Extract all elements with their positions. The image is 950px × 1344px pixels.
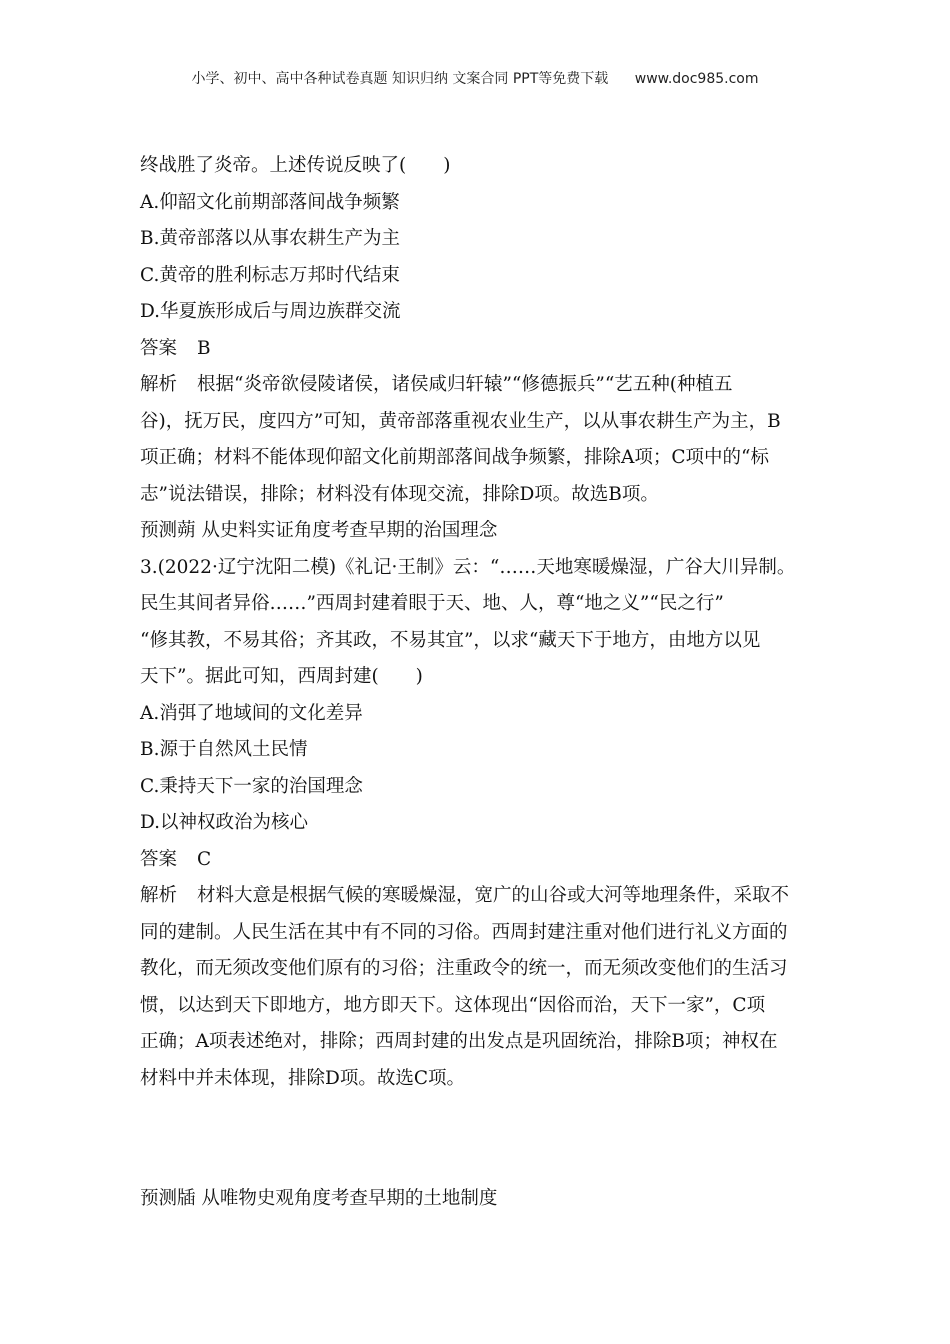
page-header — [0, 68, 950, 88]
q3-option-b: B.源于自然风土民情 — [140, 739, 308, 760]
answer-label: 答案 — [140, 848, 178, 870]
q2-option-a: A.仰韶文化前期部落间战争频繁 — [140, 191, 400, 213]
q3-analysis-line-4: 惯，以达到天下即地方，地方即天下。这体现出“因俗而治，天下一家”，C项 — [140, 994, 766, 1016]
q3-analysis-line-1 — [140, 878, 820, 915]
answer-label: 答案 — [140, 337, 178, 359]
q2-option-b: B.黄帝部落以从事农耕生产为主 — [140, 228, 400, 249]
header-site-link[interactable]: www.doc985.com — [634, 71, 759, 87]
answer-value: B — [197, 337, 211, 359]
answer-value: C — [197, 848, 212, 870]
spacer — [140, 1097, 820, 1133]
q3-analysis-line-5: 正确；A项表述绝对，排除；西周封建的出发点是巩固统治，排除B项；神权在 — [140, 1031, 778, 1052]
q3-stem-line-3: “修其教，不易其俗；齐其政，不易其宜”，以求“藏天下于地方，由地方以见 — [140, 629, 761, 651]
q2-analysis-line-2: 谷)，抚万民，度四方”可知，黄帝部落重视农业生产，以从事农耕生产为主，B — [140, 410, 781, 432]
header-text: 小学、初中、高中各种试卷真题 知识归纳 文案合同 PPT等免费下载 — [191, 71, 609, 87]
q3-option-d: D.以神权政治为核心 — [140, 812, 309, 833]
analysis-label: 解析 — [140, 374, 178, 395]
q2-analysis-line-1 — [140, 367, 820, 404]
q2-option-d: D.华夏族形成后与周边族群交流 — [140, 301, 401, 322]
q3-stem-line-2: 民生其间者异俗……”西周封建着眼于天、地、人，尊“地之义”“民之行” — [140, 593, 724, 614]
analysis-label: 解析 — [140, 885, 178, 906]
q3-stem-line-1: 3.(2022·辽宁沈阳二模)《礼记·王制》云：“……天地寒暖燥湿，广谷大川异制。 — [140, 556, 796, 578]
q2-stem-tail: 终战胜了炎帝。上述传说反映了( ) — [140, 155, 451, 176]
analysis-text: 材料大意是根据气候的寒暖燥湿，宽广的山谷或大河等地理条件，采取不 — [197, 885, 790, 906]
q2-analysis-line-4: 志”说法错误，排除；材料没有体现交流，排除D项。故选B项。 — [140, 483, 659, 505]
section-heading: 预测蒴 从史料实证角度考查早期的治国理念 — [140, 520, 498, 541]
q3-answer — [140, 842, 820, 879]
q3-option-c: C.秉持天下一家的治国理念 — [140, 775, 363, 797]
q3-analysis-line-3: 教化，而无须改变他们原有的习俗；注重政令的统一，而无须改变他们的生活习 — [140, 958, 788, 979]
spacer — [140, 1133, 820, 1181]
q2-analysis-line-3: 项正确；材料不能体现仰韶文化前期部落间战争频繁，排除A项；C项中的“标 — [140, 447, 769, 468]
q3-analysis-line-2: 同的建制。人民生活在其中有不同的习俗。西周封建注重对他们进行礼义方面的 — [140, 921, 788, 943]
q3-analysis-line-6: 材料中并未体现，排除D项。故选C项。 — [140, 1067, 465, 1089]
document-body — [140, 148, 820, 1218]
section-heading: 预测牐 从唯物史观角度考查早期的土地制度 — [140, 1188, 498, 1209]
q3-option-a: A.消弭了地域间的文化差异 — [140, 702, 363, 724]
analysis-text: 根据“炎帝欲侵陵诸侯，诸侯咸归轩辕”“修德振兵”“艺五种(种植五 — [197, 374, 733, 395]
q2-option-c: C.黄帝的胜利标志万邦时代结束 — [140, 264, 400, 286]
q3-stem-line-4: 天下”。据此可知，西周封建( ) — [140, 666, 423, 687]
q2-answer — [140, 331, 820, 368]
